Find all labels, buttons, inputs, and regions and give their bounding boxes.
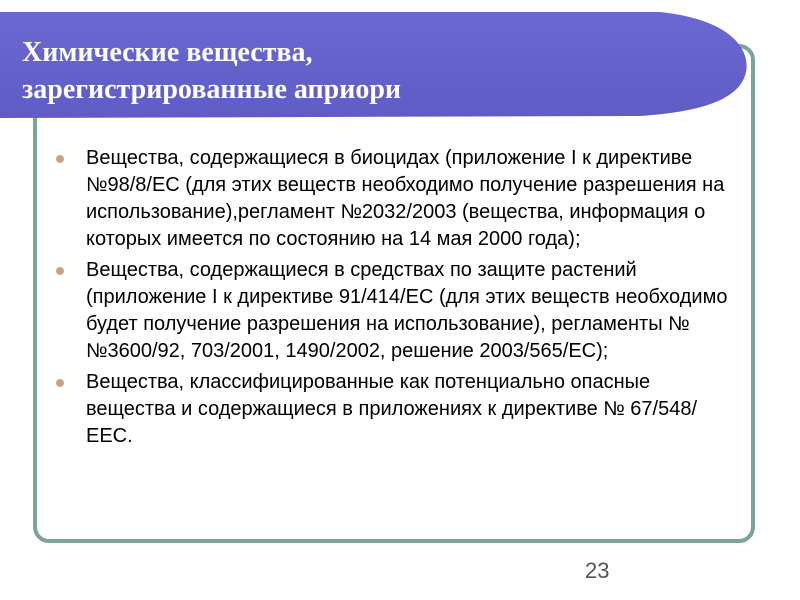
- bullet-item: [52, 257, 742, 365]
- slide-title: [22, 34, 401, 108]
- page-number: 23: [585, 558, 610, 583]
- bullet-text: Вещества, классифицированные как потенциально опасные вещества и содержащиеся в приложениях к директиве № 67/548/ЕЕС.: [86, 371, 698, 447]
- bullet-text: Вещества, содержащиеся в биоцидах (приложение I к директиве №98/8/ЕС (для этих веществ необходимо получение разрешения на использование),регламент №2032/2003 (вещества, информация о которых имеется по состоянию на 14 мая 2000 года);: [86, 147, 725, 250]
- slide-title-line-1: Химические вещества,: [22, 37, 313, 68]
- bullet-item: [52, 145, 742, 253]
- bullet-text: Вещества, содержащиеся в средствах по защите растений (приложение I к директиве 91/414/ЕС (для этих веществ необходимо будет получение разрешения на использование), регламенты №№3600/92, 703/2001, 1490/2002, решение 2003/565/ЕС);: [86, 259, 728, 362]
- bullet-item: [52, 369, 742, 450]
- title-banner: [0, 12, 748, 120]
- slide-title-line-2: зарегистрированные априори: [22, 74, 402, 105]
- bullet-dot-icon: [56, 267, 64, 275]
- bullet-dot-icon: [56, 379, 64, 387]
- bullet-dot-icon: [56, 155, 64, 163]
- bullet-list: [52, 145, 742, 454]
